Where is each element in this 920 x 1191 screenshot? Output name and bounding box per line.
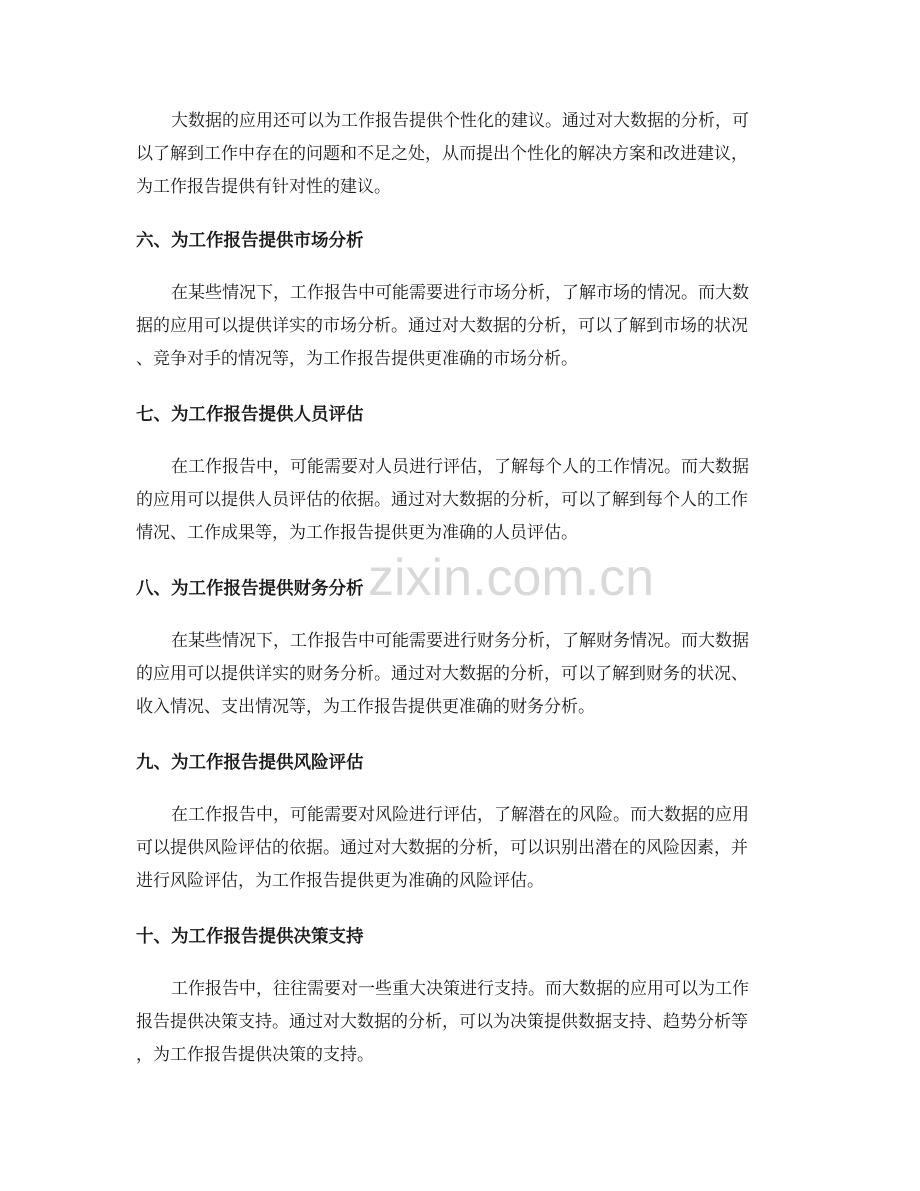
section-paragraph [136,625,796,724]
paragraph-line: 收入情况、支出情况等，为工作报告提供更准确的财务分析。 [136,697,595,717]
paragraph-line: 在工作报告中，可能需要对风险进行评估，了解潜在的风险。而大数据的应用 [171,805,749,825]
section-heading: 八、为工作报告提供财务分析 [136,579,364,599]
section-paragraph [136,799,796,898]
paragraph-line: 据的应用可以提供详实的市场分析。通过对大数据的分析，可以了解到市场的状况 [136,316,748,336]
paragraph-line: 大数据的应用还可以为工作报告提供个性化的建议。通过对大数据的分析，可 [171,111,749,131]
intro-paragraph [136,105,796,204]
paragraph-line: 报告提供决策支持。通过对大数据的分析，可以为决策提供数据支持、趋势分析等 [136,1012,748,1032]
watermark: zixin.com.cn [368,549,655,607]
section-heading: 九、为工作报告提供风险评估 [136,753,364,773]
section-heading: 七、为工作报告提供人员评估 [136,405,364,425]
paragraph-line: 的应用可以提供详实的财务分析。通过对大数据的分析，可以了解到财务的状况、 [136,664,748,684]
section-paragraph [136,973,796,1072]
paragraph-line: 在某些情况下，工作报告中可能需要进行市场分析，了解市场的情况。而大数 [171,283,749,303]
paragraph-line: 、竞争对手的情况等，为工作报告提供更准确的市场分析。 [136,349,578,369]
paragraph-line: 为工作报告提供有针对性的建议。 [136,177,391,197]
section-paragraph [136,451,796,550]
paragraph-line: 在某些情况下，工作报告中可能需要进行财务分析，了解财务情况。而大数据 [171,631,749,651]
section-heading: 六、为工作报告提供市场分析 [136,231,364,251]
paragraph-line: 的应用可以提供人员评估的依据。通过对大数据的分析，可以了解到每个人的工作 [136,490,748,510]
section-heading: 十、为工作报告提供决策支持 [136,927,364,947]
paragraph-line: ，为工作报告提供决策的支持。 [136,1045,374,1065]
paragraph-line: 可以提供风险评估的依据。通过对大数据的分析，可以识别出潜在的风险因素，并 [136,838,748,858]
paragraph-line: 进行风险评估，为工作报告提供更为准确的风险评估。 [136,871,544,891]
paragraph-line: 情况、工作成果等，为工作报告提供更为准确的人员评估。 [136,523,578,543]
section-paragraph [136,277,796,376]
paragraph-line: 以了解到工作中存在的问题和不足之处，从而提出个性化的解决方案和改进建议， [136,144,748,164]
paragraph-line: 在工作报告中，可能需要对人员进行评估，了解每个人的工作情况。而大数据 [171,457,749,477]
paragraph-line: 工作报告中，往往需要对一些重大决策进行支持。而大数据的应用可以为工作 [171,979,749,999]
